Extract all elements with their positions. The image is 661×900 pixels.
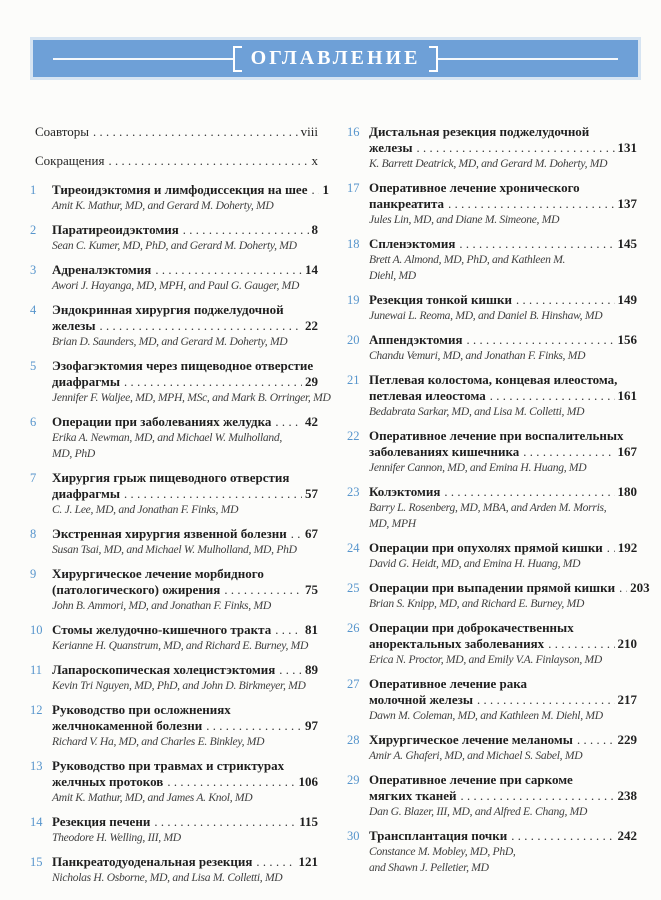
chapter-authors: Erika A. Newman, MD, and Michael W. Mulholland, [52, 431, 282, 444]
chapter-title-line [369, 236, 637, 252]
chapter-title-text: аноректальных заболеваниях [369, 636, 545, 651]
chapter-number: 21 [347, 373, 360, 387]
dot-leader [448, 196, 614, 212]
chapter-title-text: Трансплантация почки [369, 828, 508, 843]
toc-entry [347, 732, 637, 764]
toc-entry-body [52, 470, 318, 518]
chapter-authors: Dawn M. Coleman, MD, and Kathleen M. Diehl, MD [369, 709, 603, 722]
toc-entry-body [369, 620, 637, 668]
chapter-authors: C. J. Lee, MD, and Jonathan F. Finks, MD [52, 503, 239, 516]
chapter-number: 27 [347, 677, 360, 691]
chapter-title-text: железы [52, 318, 96, 333]
toc-column-left [30, 124, 331, 894]
chapter-authors: MD, PhD [52, 447, 95, 460]
toc-entry [347, 484, 637, 532]
chapter-title-line: Хирургическое лечение морбидного [52, 566, 264, 581]
chapter-authors: Barry L. Rosenberg, MD, MBA, and Arden M. Morris, [369, 501, 607, 514]
chapter-title-line [52, 262, 318, 278]
toc-entry [347, 236, 637, 284]
toc-entry [30, 470, 318, 518]
header-rule-right [438, 58, 618, 60]
dot-leader [124, 374, 302, 390]
toc-entry-body [52, 566, 318, 614]
chapter-authors: Dan G. Blazer, III, MD, and Alfred E. Chang, MD [369, 805, 588, 818]
toc-entry-body [52, 262, 318, 294]
dot-leader [577, 732, 615, 748]
toc-entry [30, 662, 318, 694]
toc-entry-body [52, 182, 329, 214]
toc-entry [30, 758, 318, 806]
chapter-title-line [369, 388, 637, 404]
chapter-title-text: петлевая илеостома [369, 388, 486, 403]
page-number: 42 [305, 414, 318, 429]
toc-entry [347, 332, 637, 364]
toc-entry [347, 372, 637, 420]
chapter-title-line: Руководство при осложнениях [52, 702, 231, 717]
page-number: 97 [305, 718, 318, 733]
toc-entry-body [369, 292, 637, 324]
chapter-title-line: Эндокринная хирургия поджелудочной [52, 302, 284, 317]
chapter-title-line: Руководство при травмах и стриктурах [52, 758, 285, 773]
chapter-authors: Amir A. Ghaferi, MD, and Michael S. Sabel, MD [369, 749, 583, 762]
chapter-authors: Susan Tsai, MD, and Michael W. Mulholland, MD, PhD [52, 543, 297, 556]
chapter-title-text: Колэктомия [369, 484, 441, 499]
toc-entry-body [52, 414, 318, 462]
chapter-number: 28 [347, 733, 360, 747]
dot-leader [155, 262, 302, 278]
chapter-number: 23 [347, 485, 360, 499]
chapter-title-text: желчных протоков [52, 774, 164, 789]
toc-entry-body [52, 702, 318, 750]
chapter-title-line: Оперативное лечение рака [369, 676, 528, 691]
chapter-title-text: (патологического) ожирения [52, 582, 221, 597]
dot-leader [93, 124, 298, 140]
toc-entry [347, 828, 637, 876]
toc-entry [30, 702, 318, 750]
toc-entry-body [52, 358, 331, 406]
toc-entry [30, 302, 318, 350]
chapter-title-line [369, 292, 637, 308]
page-number: 210 [617, 636, 637, 651]
dot-leader [490, 388, 615, 404]
chapter-authors: David G. Heidt, MD, and Emina H. Huang, MD [369, 557, 581, 570]
dot-leader [444, 484, 614, 500]
toc-entry [30, 262, 318, 294]
page-number: 229 [617, 732, 637, 747]
chapter-number: 7 [30, 471, 37, 485]
toc-entry [30, 414, 318, 462]
chapter-number: 1 [30, 183, 37, 197]
chapter-title-line [369, 732, 637, 748]
toc-entry-body [369, 580, 650, 612]
chapter-number: 19 [347, 293, 360, 307]
toc-entry [347, 428, 637, 476]
chapter-title-line [369, 540, 637, 556]
chapter-authors: Amit K. Mathur, MD, and James A. Knol, MD [52, 791, 253, 804]
front-matter-title: Соавторы [35, 124, 89, 139]
chapter-title-text: диафрагмы [52, 374, 121, 389]
dot-leader [275, 414, 302, 430]
chapter-title-text: Операции при выпадении прямой кишки [369, 580, 616, 595]
chapter-title-line: Хирургия грыж пищеводного отверстия [52, 470, 290, 485]
toc-entry-body [52, 222, 318, 254]
chapter-number: 6 [30, 415, 37, 429]
chapter-authors: and Shawn J. Pelletier, MD [369, 861, 489, 874]
chapter-title-line [52, 414, 318, 430]
chapter-title-line [369, 828, 637, 844]
toc-entry [30, 814, 318, 846]
toc-column-right [347, 124, 650, 894]
toc-entry-body [369, 676, 637, 724]
toc-entry-body [52, 758, 318, 806]
chapter-number: 11 [30, 663, 43, 677]
chapter-title-line [52, 854, 318, 870]
chapter-title-line [369, 692, 637, 708]
chapter-title-line [52, 182, 329, 198]
chapter-number: 8 [30, 527, 37, 541]
dot-leader [619, 580, 627, 596]
chapter-number: 30 [347, 829, 360, 843]
page-number: 115 [299, 814, 318, 829]
chapter-title-text: Панкреатодуоденальная резекция [52, 854, 253, 869]
page-number: 217 [617, 692, 637, 707]
page-number: 106 [298, 774, 318, 789]
chapter-authors: Brian S. Knipp, MD, and Richard E. Burney, MD [369, 597, 585, 610]
chapter-title-text: заболеваниях кишечника [369, 444, 520, 459]
toc-entry [347, 676, 637, 724]
chapter-number: 17 [347, 181, 360, 195]
chapter-title-text: Резекция печени [52, 814, 151, 829]
dot-leader [167, 774, 295, 790]
chapter-title-text: Хирургическое лечение меланомы [369, 732, 573, 747]
chapter-authors: Constance M. Mobley, MD, PhD, [369, 845, 516, 858]
page-number: 89 [305, 662, 318, 677]
chapter-title-line [369, 580, 650, 596]
chapter-title-text: Операции при заболеваниях желудка [52, 414, 272, 429]
toc-entry-body [369, 772, 637, 820]
chapter-title-text: Адреналэктомия [52, 262, 152, 277]
chapter-number: 5 [30, 359, 37, 373]
toc-entry-body [369, 180, 637, 228]
page-number: 121 [298, 854, 318, 869]
page-number: 67 [305, 526, 318, 541]
toc-entry [30, 566, 318, 614]
toc-entry [30, 358, 331, 406]
chapter-title-line [369, 636, 637, 652]
page-number: 203 [630, 580, 650, 595]
dot-leader [548, 636, 614, 652]
chapter-title-line [52, 582, 318, 598]
chapter-number: 9 [30, 567, 37, 581]
chapter-number: 12 [30, 703, 43, 717]
toc-entry [347, 620, 637, 668]
page-number: 238 [617, 788, 637, 803]
chapter-number: 26 [347, 621, 360, 635]
toc-entry-body [369, 236, 637, 284]
chapter-header-bar [33, 40, 638, 77]
toc-entry-body [369, 428, 637, 476]
chapter-title-line: Петлевая колостома, концевая илеостома, [369, 372, 618, 387]
toc-entry-body [52, 814, 318, 846]
chapter-title-line: Оперативное лечение при воспалительных [369, 428, 624, 443]
dot-leader [224, 582, 302, 598]
toc-entry [347, 772, 637, 820]
chapter-authors: Kerianne H. Quanstrum, MD, and Richard E. Burney, MD [52, 639, 309, 652]
chapter-title-line [52, 662, 318, 678]
toc-entry-body [369, 828, 637, 876]
chapter-authors: Brett A. Almond, MD, PhD, and Kathleen M. [369, 253, 566, 266]
right-bracket-icon [429, 46, 438, 72]
chapter-title-text: Экстренная хирургия язвенной болезни [52, 526, 287, 541]
chapter-number: 29 [347, 773, 360, 787]
chapter-authors: John B. Ammori, MD, and Jonathan F. Finks, MD [52, 599, 271, 612]
toc-entry-body [52, 302, 318, 350]
chapter-authors: Amit K. Mathur, MD, and Gerard M. Doherty, MD [52, 199, 274, 212]
chapter-title-text: Резекция тонкой кишки [369, 292, 512, 307]
dot-leader [256, 854, 295, 870]
page-number: 137 [617, 196, 637, 211]
dot-leader [523, 444, 614, 460]
front-matter-entry [30, 124, 318, 140]
chapter-authors: Erica N. Proctor, MD, and Emily V.A. Finlayson, MD [369, 653, 602, 666]
dot-leader [416, 140, 614, 156]
toc-entry-body [369, 124, 637, 172]
dot-leader [466, 332, 614, 348]
chapter-title-line [52, 222, 318, 238]
chapter-title-text: Тиреоидэктомия и лимфодиссекция на шее [52, 182, 308, 197]
chapter-title-line [52, 526, 318, 542]
chapter-title-text: диафрагмы [52, 486, 121, 501]
chapter-number: 25 [347, 581, 360, 595]
dot-leader [607, 540, 615, 556]
toc-entry-body [369, 484, 637, 532]
chapter-title-text: желчнокаменной болезни [52, 718, 203, 733]
chapter-title-text: Аппендэктомия [369, 332, 463, 347]
toc-entry [30, 182, 329, 214]
page-number: 29 [305, 374, 318, 389]
chapter-authors: Kevin Tri Nguyen, MD, PhD, and John D. Birkmeyer, MD [52, 679, 306, 692]
chapter-number: 16 [347, 125, 360, 139]
chapter-title-line [52, 774, 318, 790]
page-number: 75 [305, 582, 318, 597]
front-matter-entry [30, 153, 318, 169]
chapter-title-line [52, 814, 318, 830]
chapter-authors: Sean C. Kumer, MD, PhD, and Gerard M. Doherty, MD [52, 239, 297, 252]
chapter-number: 3 [30, 263, 37, 277]
chapter-title-line [369, 788, 637, 804]
chapter-number: 2 [30, 223, 37, 237]
toc-columns [30, 124, 650, 894]
chapter-title-line: Оперативное лечение при саркоме [369, 772, 573, 787]
dot-leader [275, 622, 302, 638]
page-number: viii [300, 124, 318, 139]
dot-leader [477, 692, 615, 708]
page-number: 8 [311, 222, 318, 237]
page-number: 22 [305, 318, 318, 333]
dot-leader [108, 153, 308, 169]
chapter-authors: Nicholas H. Osborne, MD, and Lisa M. Colletti, MD [52, 871, 283, 884]
page-number: 131 [617, 140, 637, 155]
chapter-title-text: Паратиреоидэктомия [52, 222, 179, 237]
chapter-authors: Awori J. Hayanga, MD, MPH, and Paul G. Gauger, MD [52, 279, 300, 292]
chapter-title-line [52, 374, 318, 390]
page-number: 57 [305, 486, 318, 501]
dot-leader [311, 182, 319, 198]
dot-leader [99, 318, 302, 334]
chapter-authors: Jennifer Cannon, MD, and Emina H. Huang, MD [369, 461, 587, 474]
toc-entry [347, 292, 637, 324]
chapter-authors: Bedabrata Sarkar, MD, and Lisa M. Colletti, MD [369, 405, 585, 418]
left-bracket-icon [233, 46, 242, 72]
page-number: 161 [617, 388, 637, 403]
toc-entry [347, 124, 637, 172]
page-number: 1 [322, 182, 329, 197]
chapter-authors: Brian D. Saunders, MD, and Gerard M. Doherty, MD [52, 335, 288, 348]
chapter-title-line: Эзофагэктомия через пищеводное отверстие [52, 358, 314, 373]
dot-leader [183, 222, 309, 238]
chapter-authors: Junewai L. Reoma, MD, and Daniel B. Hinshaw, MD [369, 309, 603, 322]
toc-entry-body [369, 372, 637, 420]
toc-entry [30, 854, 318, 886]
page-number: 180 [617, 484, 637, 499]
chapter-title-line [369, 444, 637, 460]
chapter-authors: K. Barrett Deatrick, MD, and Gerard M. Doherty, MD [369, 157, 608, 170]
page-number: 242 [617, 828, 637, 843]
page-number: 81 [305, 622, 318, 637]
toc-entry [347, 540, 637, 572]
chapter-authors: Jennifer F. Waljee, MD, MPH, MSc, and Mark B. Orringer, MD [52, 391, 331, 404]
chapter-title-line: Оперативное лечение хронического [369, 180, 580, 195]
chapter-title-line [52, 318, 318, 334]
toc-entry-body [369, 540, 637, 572]
chapter-authors: Chandu Vemuri, MD, and Jonathan F. Finks, MD [369, 349, 586, 362]
toc-entry-body [52, 526, 318, 558]
chapter-authors: Richard V. Ha, MD, and Charles E. Binkley, MD [52, 735, 265, 748]
page-number: 145 [617, 236, 637, 251]
page-number: 14 [305, 262, 318, 277]
chapter-number: 4 [30, 303, 37, 317]
chapter-title-text: панкреатита [369, 196, 445, 211]
chapter-title-line [52, 486, 318, 502]
page-number: 192 [617, 540, 638, 555]
toc-entry-body [369, 332, 637, 364]
chapter-title-text: молочной железы [369, 692, 473, 707]
dot-leader [279, 662, 302, 678]
dot-leader [124, 486, 302, 502]
page-number: x [311, 153, 318, 168]
dot-leader [460, 788, 614, 804]
dot-leader [291, 526, 302, 542]
chapter-number: 15 [30, 855, 43, 869]
chapter-number: 20 [347, 333, 360, 347]
chapter-title-line: Операции при доброкачественных [369, 620, 574, 635]
toc-entry-body [52, 662, 318, 694]
chapter-number: 24 [347, 541, 360, 555]
chapter-title-text: Операции при опухолях прямой кишки [369, 540, 603, 555]
chapter-title-line [52, 718, 318, 734]
chapter-authors: MD, MPH [369, 517, 416, 530]
toc-entry-body [52, 854, 318, 886]
chapter-title-line: Дистальная резекция поджелудочной [369, 124, 590, 139]
chapter-number: 22 [347, 429, 360, 443]
page-number: 167 [617, 444, 637, 459]
page-title: ОГЛАВЛЕНИЕ [250, 46, 421, 69]
chapter-title-line [369, 484, 637, 500]
toc-entry [347, 180, 637, 228]
toc-entry-body [369, 732, 637, 764]
dot-leader [206, 718, 302, 734]
front-matter-title: Сокращения [35, 153, 105, 168]
chapter-authors: Jules Lin, MD, and Diane M. Simeone, MD [369, 213, 560, 226]
chapter-title-line [52, 622, 318, 638]
toc-entry [347, 580, 650, 612]
page-number: 149 [617, 292, 637, 307]
toc-entry-body [52, 622, 318, 654]
chapter-authors: Theodore H. Welling, III, MD [52, 831, 181, 844]
chapter-title-text: Стомы желудочно-кишечного тракта [52, 622, 272, 637]
chapter-number: 18 [347, 237, 360, 251]
chapter-title-line [369, 332, 637, 348]
dot-leader [154, 814, 296, 830]
header-rule-left [53, 58, 233, 60]
chapter-authors: Diehl, MD [369, 269, 416, 282]
chapter-number: 13 [30, 759, 43, 773]
chapter-number: 14 [30, 815, 43, 829]
chapter-title-line [369, 140, 637, 156]
toc-entry [30, 526, 318, 558]
chapter-number: 10 [30, 623, 43, 637]
dot-leader [516, 292, 615, 308]
dot-leader [459, 236, 614, 252]
chapter-title-text: Спленэктомия [369, 236, 456, 251]
chapter-title-text: Лапароскопическая холецистэктомия [52, 662, 276, 677]
chapter-title-line [369, 196, 637, 212]
toc-entry [30, 222, 318, 254]
dot-leader [511, 828, 614, 844]
chapter-title-text: мягких тканей [369, 788, 457, 803]
chapter-title-text: железы [369, 140, 413, 155]
page-number: 156 [617, 332, 637, 347]
toc-entry [30, 622, 318, 654]
